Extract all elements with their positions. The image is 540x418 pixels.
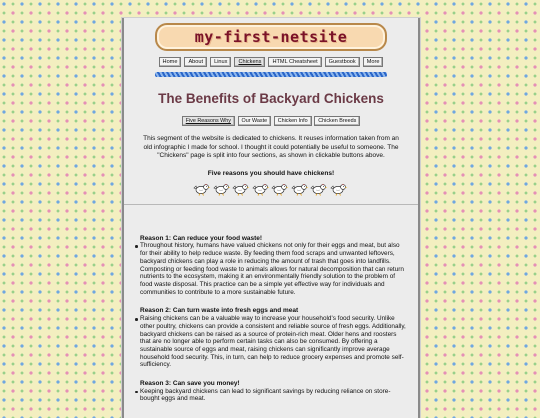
reason-2-list — [140, 315, 406, 369]
section-nav — [124, 116, 418, 126]
chicken-breeds-button[interactable]: Chicken Breeds — [314, 116, 360, 126]
nav-about-button[interactable]: About — [184, 57, 207, 67]
nav-guestbook-button[interactable]: Guestbook — [325, 57, 360, 67]
reason-1-list — [140, 242, 406, 296]
chicken-row — [124, 183, 418, 197]
walking-chicken-icon — [310, 183, 329, 196]
site-logo[interactable] — [155, 23, 387, 51]
nav-home-button[interactable]: Home — [159, 57, 182, 67]
reason-3 — [140, 380, 406, 403]
reason-3-text: Keeping backyard chickens can lead to significant savings by reducing reliance on store-bought eggs and meat. — [140, 388, 406, 403]
rope-divider — [155, 72, 387, 77]
nav-linux-button[interactable]: Linux — [210, 57, 231, 67]
reason-1 — [140, 235, 406, 297]
reason-3-title: Reason 3: Can save you money! — [140, 380, 240, 388]
walking-chicken-icon — [193, 183, 212, 196]
reason-2 — [140, 307, 406, 369]
walking-chicken-icon — [213, 183, 232, 196]
nav-html-cheatsheet-button[interactable]: HTML Cheatsheet — [268, 57, 321, 67]
intro-paragraph: This segment of the website is dedicated to chickens. It reuses information taken from an old infographic I made for school. I thought it could potentially be useful to someone. The "Chickens" page is split into four sections, as shown in clickable buttons above. — [143, 135, 399, 160]
walking-chicken-icon — [330, 183, 349, 196]
reason-1-title: Reason 1: Can reduce your food waste! — [140, 234, 263, 242]
content-panel — [122, 18, 420, 418]
reason-1-text: Throughout history, humans have valued chickens not only for their eggs and meat, but also for their ability to help reduce waste. By feeding them food scraps and unwanted leftovers, backyard chickens can play a role in reducing the amount of trash that goes into landfills. Composting or feeding food waste to animals allows for natural decomposition that can return nutrients to the ecosystem, making it an environmentally friendly solution to the problem of food waste disposal. This practice can be a simple yet effective way for individuals and communities to contribute to a more sustainable future. — [140, 242, 406, 296]
our-waste-button[interactable]: Our Waste — [238, 116, 272, 126]
reason-2-title: Reason 2: Can turn waste into fresh eggs and meat — [140, 307, 299, 315]
walking-chicken-icon — [271, 183, 290, 196]
walking-chicken-icon — [252, 183, 271, 196]
reason-3-list — [140, 388, 406, 403]
nav-more-button[interactable]: More — [363, 57, 384, 67]
page-title: The Benefits of Backyard Chickens — [158, 91, 384, 106]
main-nav — [124, 57, 418, 67]
walking-chicken-icon — [291, 183, 310, 196]
site-logo-text: my-first-netsite — [194, 28, 348, 46]
chicken-info-button[interactable]: Chicken Info — [274, 116, 312, 126]
five-reasons-heading: Five reasons you should have chickens! — [207, 169, 335, 177]
walking-chicken-icon — [232, 183, 251, 196]
nav-chickens-button[interactable]: Chickens — [234, 57, 265, 67]
section-divider — [124, 204, 418, 205]
five-reasons-button[interactable]: Five Reasons Why — [182, 116, 235, 126]
reason-2-text: Raising chickens can be a valuable way to increase your household's food security. Unlike other poultry, chickens can provide a consistent and reliable source of fresh eggs. Additionally, backyard chickens can be raised as a source of protein-rich meat. Older hens and roosters that are no longer able to perform certain tasks can also be consumed. By offering a sustainable source of eggs and meat, raising chickens can significantly improve average household food security. This, in turn, can help to reduce grocery expenses and promote self-sufficiency. — [140, 315, 406, 369]
